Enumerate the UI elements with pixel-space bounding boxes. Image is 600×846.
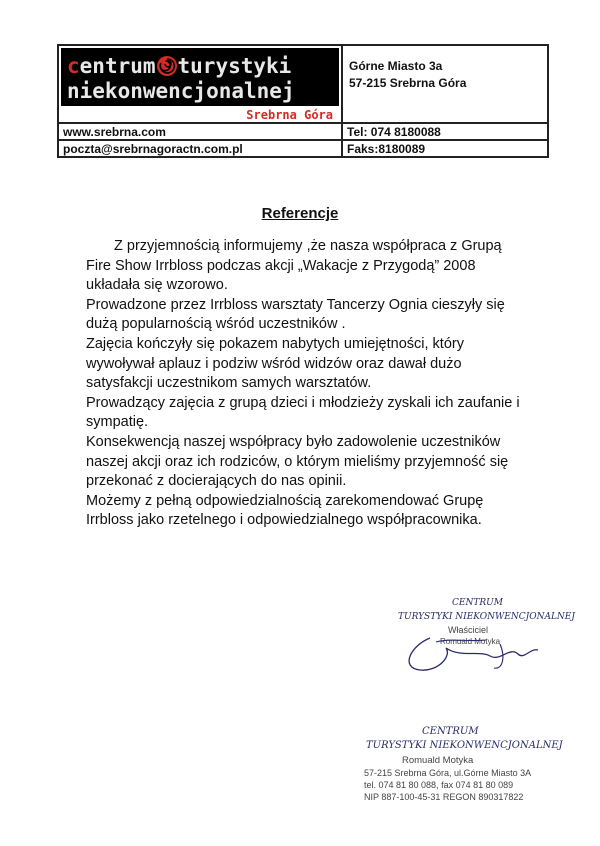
stamp-line: Właściciel <box>448 625 489 635</box>
letter-title: Referencje <box>261 205 339 222</box>
address-cell <box>342 45 548 123</box>
stamp-line: TURYSTYKI NIEKONWENCJONALNEJ <box>366 740 563 751</box>
swirl-icon <box>156 55 178 77</box>
email-cell: poczta@srebrnagoractn.com.pl <box>58 140 342 157</box>
paragraph: Możemy z pełną odpowiedzialnością zarekomendować Grupę Irrbloss jako rzetelnego i odpowiedzialnego współpracownika. <box>86 492 484 529</box>
owner-stamp <box>390 598 575 688</box>
address-line2: 57-215 Srebrna Góra <box>349 76 467 90</box>
paragraph: Zajęcia kończyły się pokazem nabytych umiejętności, który wywoływał aplauz i podziw wśród widzów oraz dawał dużo satysfakcji uczestnikom samych warsztatów. <box>86 335 464 392</box>
stamp-line: tel. 074 81 80 088, fax 074 81 80 089 <box>364 780 514 790</box>
logo-line2: niekonwencjonalnej <box>67 79 295 103</box>
stamp-line: Romuald Motyka <box>440 637 501 646</box>
logo-line1 <box>67 54 291 78</box>
logo-letter-c: c <box>67 54 80 78</box>
stamp-line: 57-215 Srebrna Góra, ul.Górne Miasto 3A <box>364 768 532 778</box>
paragraph: Konsekwencją naszej współpracy było zadowolenie uczestników naszej akcji oraz ich rodziców, o którym mieliśmy przyjemność się przekonać z docierających do nas opinii. <box>86 433 509 490</box>
paragraph: Prowadzone przez Irrbloss warsztaty Tancerzy Ognia cieszyły się dużą popularnością wśród uczestników . <box>86 296 505 333</box>
signature <box>390 598 560 688</box>
stamp-line: CENTRUM <box>452 598 503 608</box>
logo-word-turystyki: turystyki <box>177 54 292 78</box>
stamp-line: Romuald Motyka <box>402 755 474 766</box>
stamp-line: TURYSTYKI NIEKONWENCJONALNEJ <box>398 612 575 622</box>
tel-cell: Tel: 074 8180088 <box>342 123 548 140</box>
letterhead <box>57 44 549 158</box>
paragraph: Z przyjemnością informujemy ,że nasza współpraca z Grupą Fire Show Irrbloss podczas akcji „Wakacje z Przygodą” 2008 układała się wzorowo. <box>86 238 502 294</box>
address-line1: Górne Miasto 3a <box>349 59 443 73</box>
paragraph: Prowadzący zajęcia z grupą dzieci i młodzieży zyskali ich zaufanie i sympatię. <box>86 394 520 431</box>
fax-cell: Faks:8180089 <box>342 140 548 157</box>
letter-body <box>86 237 526 531</box>
company-stamp <box>362 726 562 816</box>
stamp-line: CENTRUM <box>422 726 479 737</box>
logo-cell <box>58 45 342 123</box>
www-cell: www.srebrna.com <box>58 123 342 140</box>
stamp-line: NIP 887-100-45-31 REGON 890317822 <box>364 792 524 802</box>
logo <box>61 48 339 106</box>
logo-subtitle: Srebrna Góra <box>246 108 333 122</box>
logo-word-centrum: entrum <box>79 54 156 78</box>
